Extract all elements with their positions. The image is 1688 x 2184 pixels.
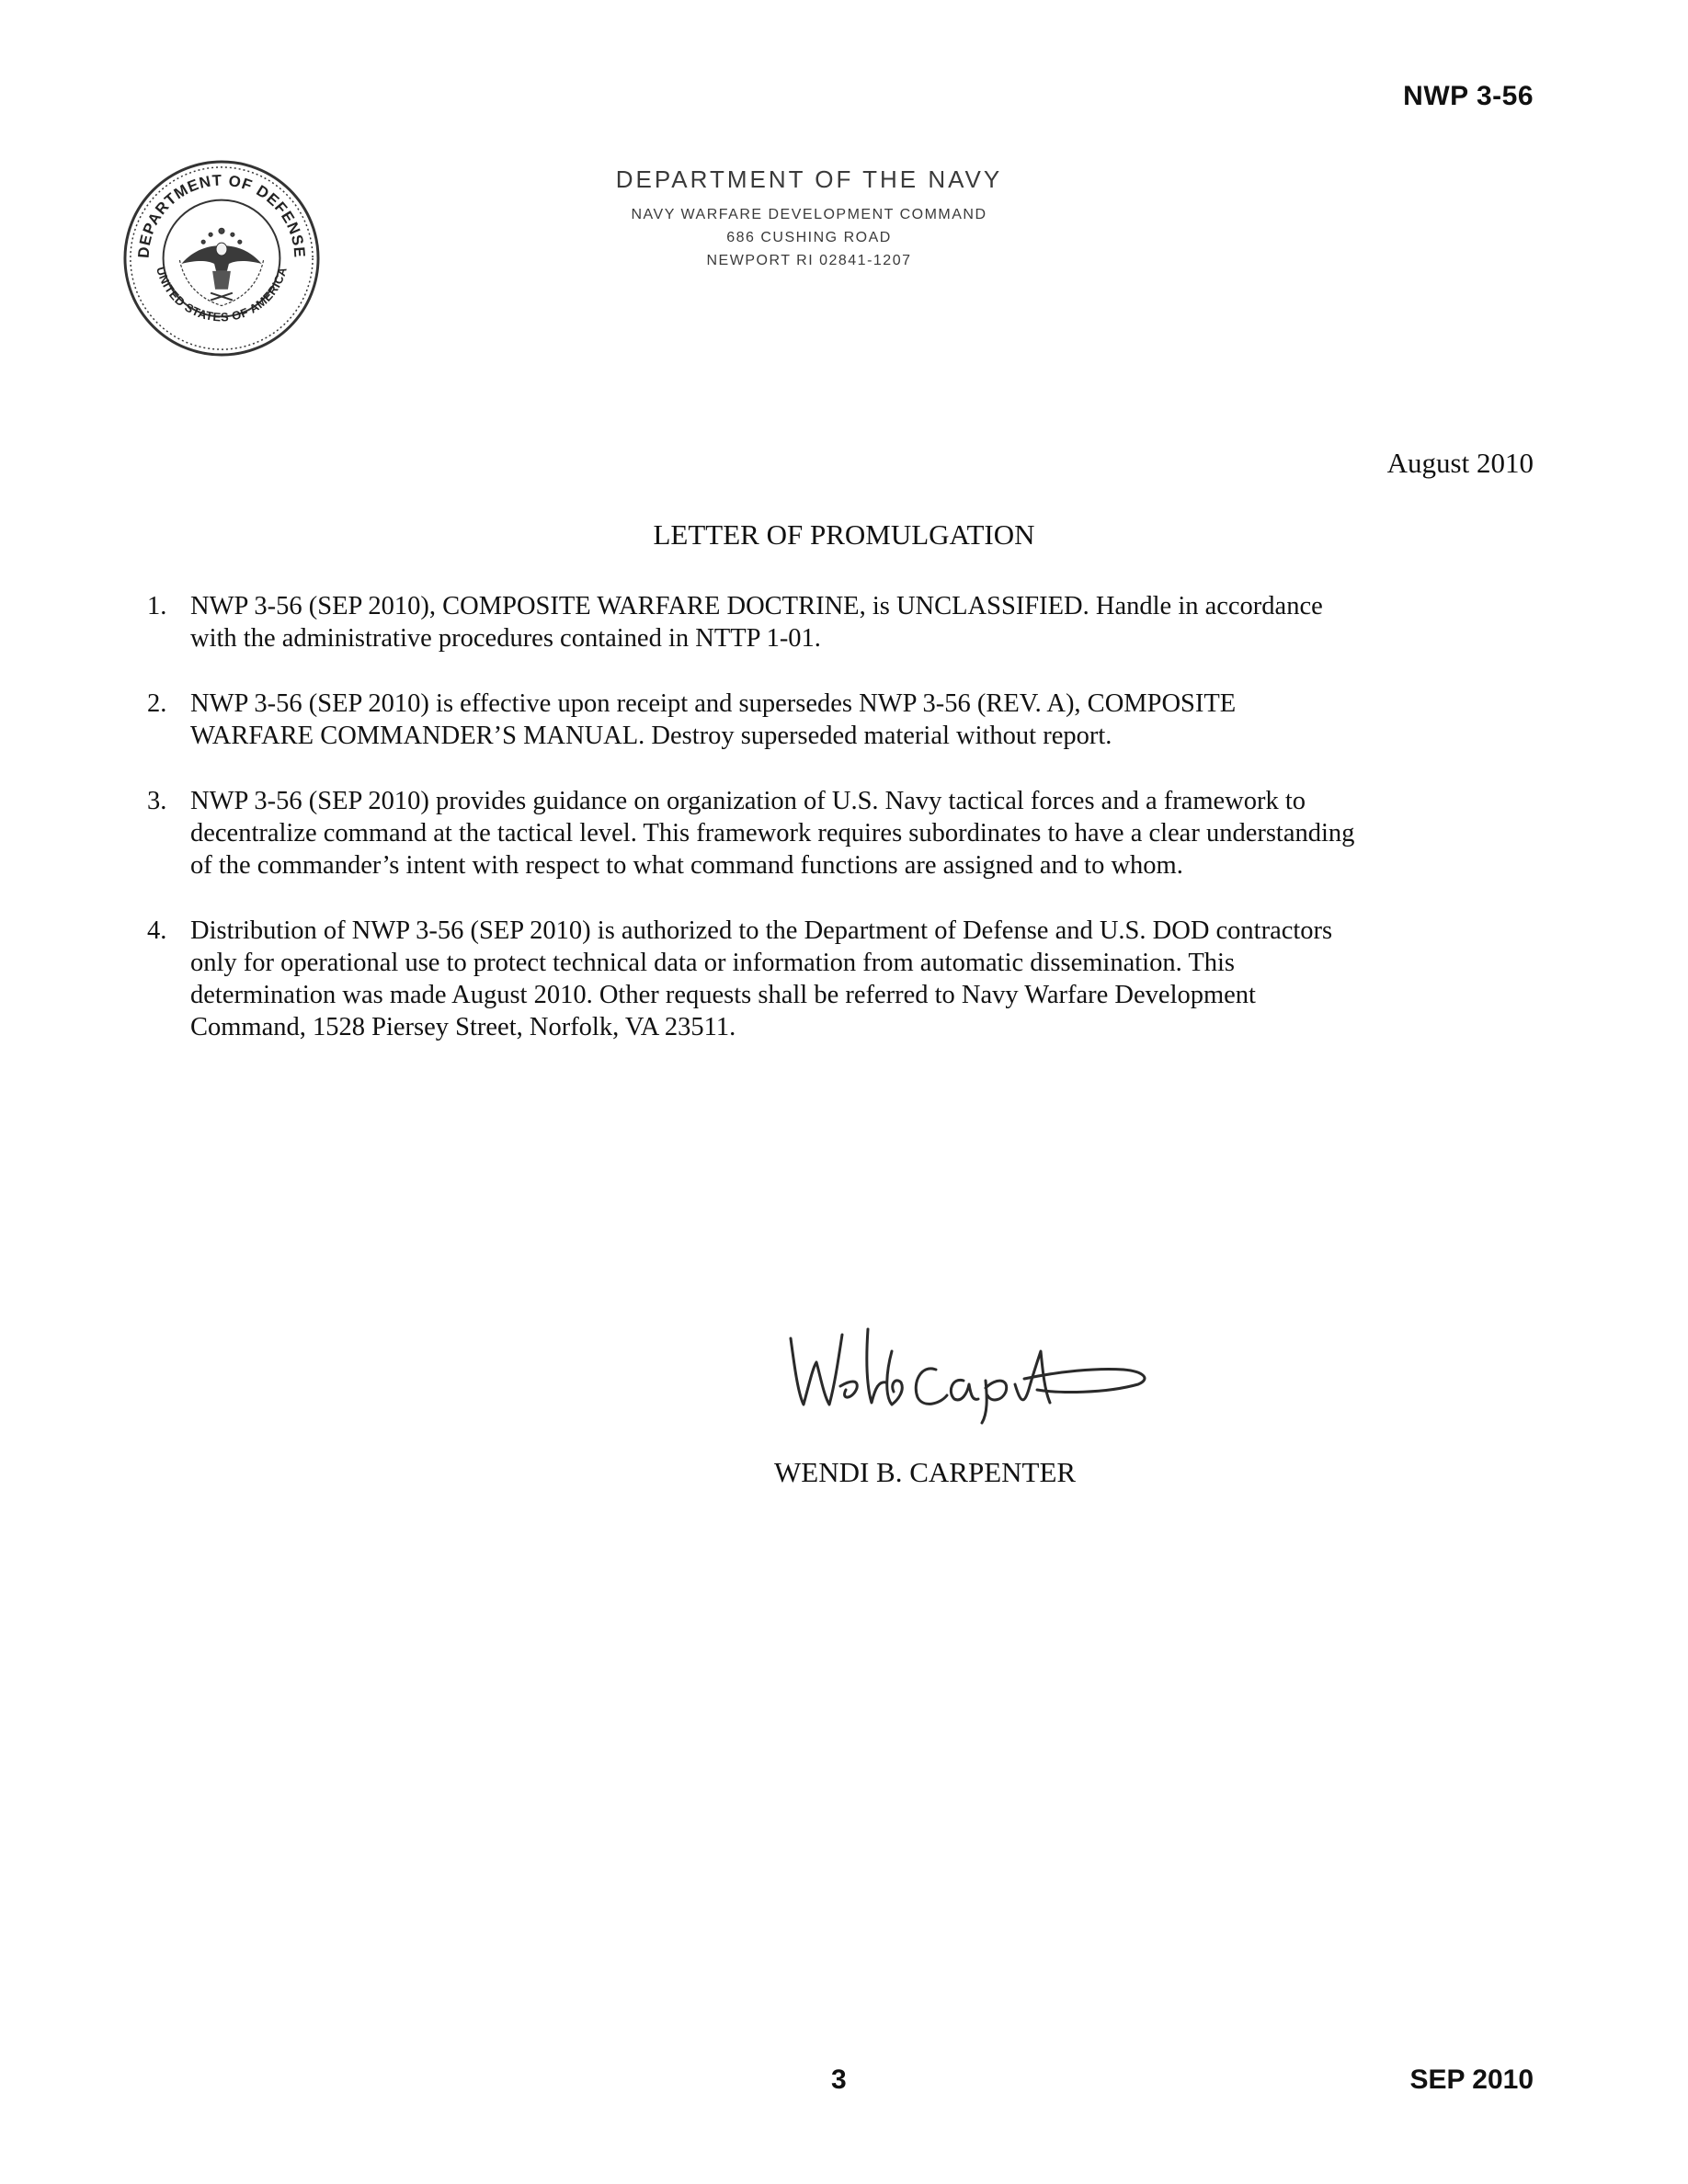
letterhead-department: DEPARTMENT OF THE NAVY	[615, 165, 1003, 193]
letter-date: August 2010	[1386, 447, 1534, 479]
paragraph-line: of the commander’s intent with respect to what command functions are assigned and to whom.	[190, 851, 1183, 880]
paragraph-line: WARFARE COMMANDER’S MANUAL. Destroy superseded material without report.	[190, 722, 1112, 750]
paragraph-3	[147, 785, 1545, 882]
paragraph-line: Command, 1528 Piersey Street, Norfolk, VA 23511.	[190, 1013, 736, 1041]
footer-date: SEP 2010	[1409, 2065, 1534, 2095]
department-of-defense-seal-icon	[121, 158, 322, 358]
paragraph-number: 1.	[147, 592, 167, 620]
paragraph-number: 4.	[147, 916, 167, 945]
paragraph-line: NWP 3-56 (SEP 2010) provides guidance on organization of U.S. Navy tactical forces and a framework to	[190, 787, 1306, 815]
paragraph-line: only for operational use to protect technical data or information from automatic dissemination. This	[190, 949, 1235, 977]
svg-text:DEPARTMENT OF DEFENSE: DEPARTMENT OF DEFENSE	[134, 171, 309, 259]
paragraph-2	[147, 688, 1545, 752]
letter-body	[147, 590, 1545, 1076]
paragraph-line: Distribution of NWP 3-56 (SEP 2010) is authorized to the Department of Defense and U.S. DOD contractors	[190, 916, 1333, 945]
paragraph-number: 2.	[147, 689, 167, 718]
paragraph-number: 3.	[147, 787, 167, 815]
handwritten-signature	[783, 1311, 1151, 1430]
paragraph-line: decentralize command at the tactical level. This framework requires subordinates to have a clear understanding	[190, 819, 1355, 847]
paragraph-line: with the administrative procedures contained in NTTP 1-01.	[190, 624, 821, 653]
paragraph-line: NWP 3-56 (SEP 2010) is effective upon receipt and supersedes NWP 3-56 (REV. A), COMPOSITE	[190, 689, 1237, 718]
svg-text:UNITED STATES OF AMERICA: UNITED STATES OF AMERICA	[154, 265, 290, 324]
document-id-header: NWP 3-56	[1403, 81, 1534, 111]
paragraph-line: determination was made August 2010. Other requests shall be referred to Navy Warfare Development	[190, 981, 1256, 1009]
letterhead-city: NEWPORT RI 02841-1207	[706, 253, 912, 268]
letter-title: LETTER OF PROMULGATION	[653, 518, 1035, 551]
letterhead	[588, 165, 1030, 272]
paragraph-line: NWP 3-56 (SEP 2010), COMPOSITE WARFARE DOCTRINE, is UNCLASSIFIED. Handle in accordance	[190, 592, 1323, 620]
paragraph-1	[147, 590, 1545, 654]
paragraph-4	[147, 915, 1545, 1043]
page-number: 3	[831, 2065, 847, 2095]
letterhead-street: 686 CUSHING ROAD	[726, 230, 892, 245]
signer-name: WENDI B. CARPENTER	[774, 1456, 1077, 1488]
letterhead-command: NAVY WARFARE DEVELOPMENT COMMAND	[631, 207, 987, 222]
